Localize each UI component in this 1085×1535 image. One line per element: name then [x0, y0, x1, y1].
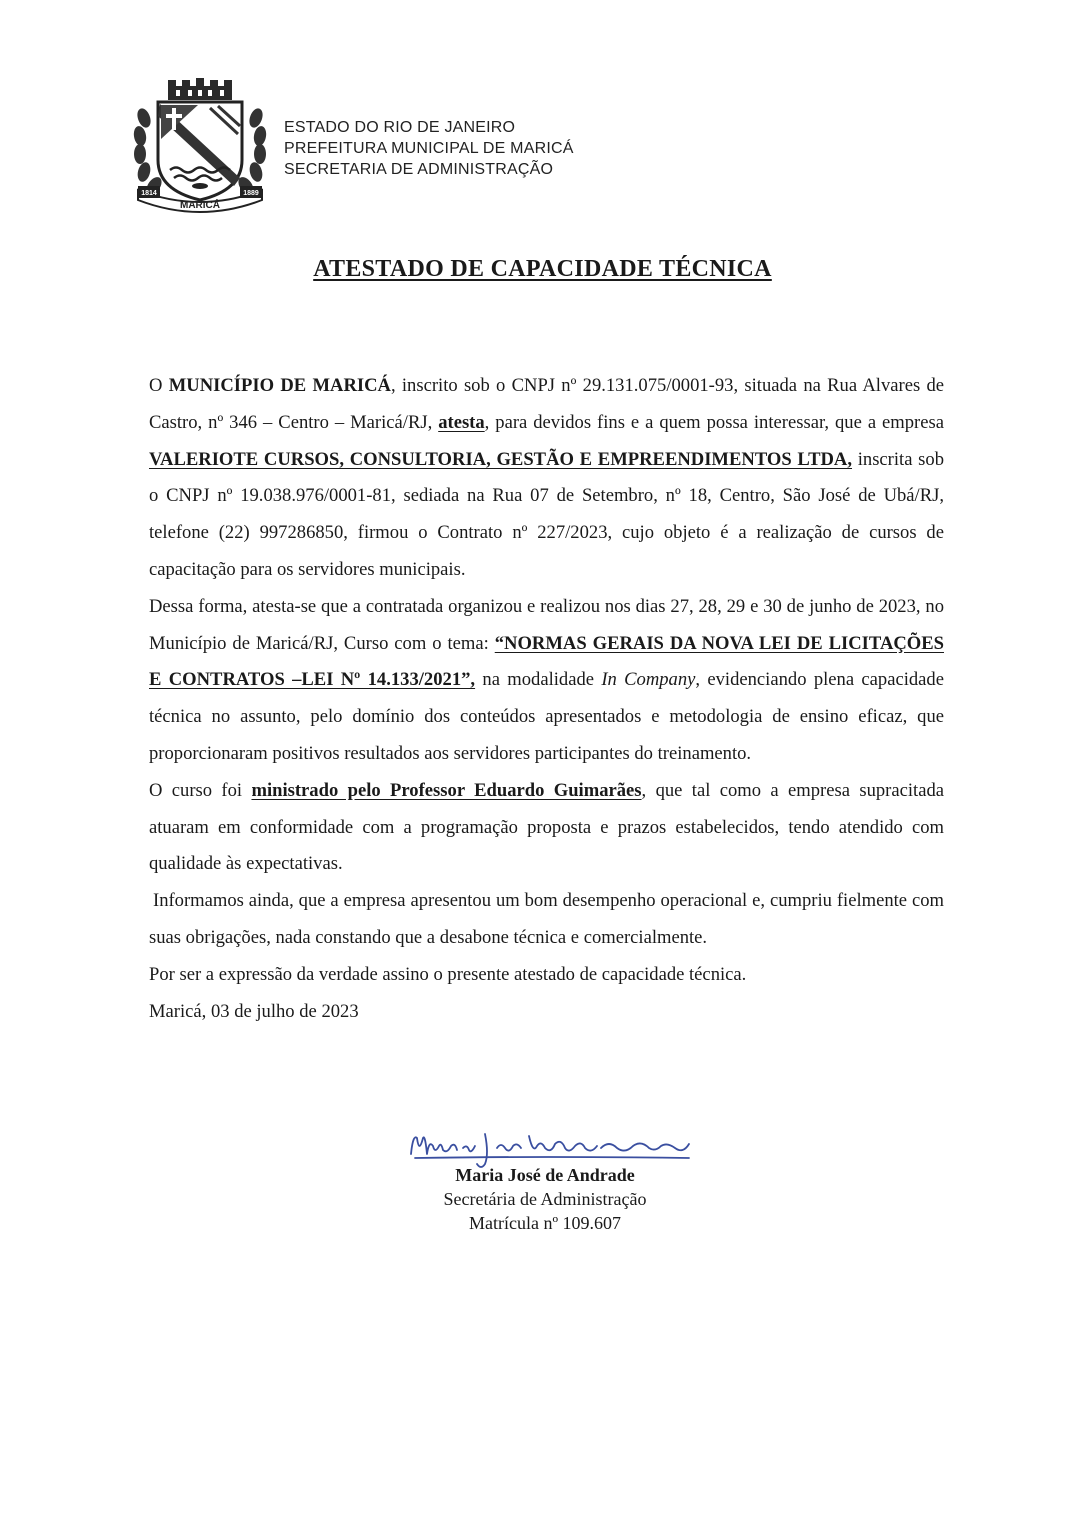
- p3-before: O curso foi: [149, 779, 252, 801]
- place-date: Maricá, 03 de julho de 2023: [149, 1000, 359, 1022]
- signatory-role: Secretária de Administração: [443, 1189, 647, 1209]
- letterhead-department: SECRETARIA DE ADMINISTRAÇÃO: [284, 161, 554, 178]
- p2-course: “NORMAS GERAIS DA NOVA LEI DE LICITAÇÕES E CONTRATOS –LEI Nº 14.133/2021”,: [149, 632, 944, 691]
- p3-instructor: ministrado pelo Professor Eduardo Guimarães: [251, 779, 642, 801]
- paragraph-4: Informamos ainda, que a empresa apresentou um bom desempenho operacional e, cumpriu fielmente com suas obrigações, nada constando que a desabone técnica e comercialmente.: [149, 890, 944, 948]
- letterhead-municipality: PREFEITURA MUNICIPAL DE MARICÁ: [284, 140, 574, 157]
- paragraph-5: Por ser a expressão da verdade assino o presente atestado de capacidade técnica.: [149, 963, 747, 985]
- p2-after-course: na modalidade: [475, 669, 602, 691]
- document-title-text: ATESTADO DE CAPACIDADE TÉCNICA: [313, 256, 772, 282]
- p2-after-modality: , evidenciando plena capacidade técnica no assunto, pelo domínio dos conteúdos apresentados e metodologia de ensino eficaz, que proporcionaram positivos resultados aos servidores participantes do treinamento.: [149, 669, 944, 764]
- paragraph-3: [149, 773, 944, 883]
- coat-of-arms-icon: [130, 78, 270, 218]
- letterhead-state: ESTADO DO RIO DE JANEIRO: [284, 119, 516, 136]
- p3-after: , que tal como a empresa supracitada atuaram em conformidade com a programação proposta e prazos estabelecidos, tendo atendido com qualidade às expectativas.: [149, 779, 944, 875]
- signatory-name: Maria José de Andrade: [455, 1165, 635, 1185]
- p1-after-atesta: , para devidos fins e a quem possa interessar, que a empresa: [484, 411, 944, 433]
- p1-entity: MUNICÍPIO DE MARICÁ: [168, 375, 391, 396]
- p1-atesta: atesta: [438, 411, 485, 433]
- paragraph-1: [149, 368, 944, 589]
- p1-prefix: O: [149, 375, 169, 396]
- paragraph-2: [149, 589, 944, 773]
- crest-name: MARICÁ: [180, 200, 220, 211]
- signatory-registration: Matrícula nº 109.607: [468, 1213, 622, 1233]
- p2-before-course: Dessa forma, atesta-se que a contratada organizou e realizou nos dias 27, 28, 29 e 30 de junho de 2023, no Município de Maricá/RJ, Curso com o tema:: [149, 595, 944, 654]
- p1-company: VALERIOTE CURSOS, CONSULTORIA, GESTÃO E EMPREENDIMENTOS LTDA,: [149, 448, 853, 470]
- p1-after-company: inscrita sob o CNPJ nº 19.038.976/0001-81, sediada na Rua 07 de Setembro, nº 18, Centro, São José de Ubá/RJ, telefone (22) 997286850, firmou o Contrato nº 227/2023, cujo objeto é a realização de cursos de capacitação para os servidores municipais.: [149, 448, 945, 580]
- p2-modality: In Company: [601, 669, 696, 691]
- p1-after-entity: , inscrito sob o CNPJ nº 29.131.075/0001-93, situada na Rua Alvares de Castro, nº 346 – Centro – Maricá/RJ,: [149, 375, 945, 433]
- document-body: [149, 368, 944, 1030]
- crest-year-left: 1814: [141, 190, 157, 197]
- letterhead: [284, 117, 574, 180]
- document-title: [0, 256, 1085, 283]
- signature-block: [400, 1163, 690, 1235]
- crest-year-right: 1889: [243, 190, 259, 197]
